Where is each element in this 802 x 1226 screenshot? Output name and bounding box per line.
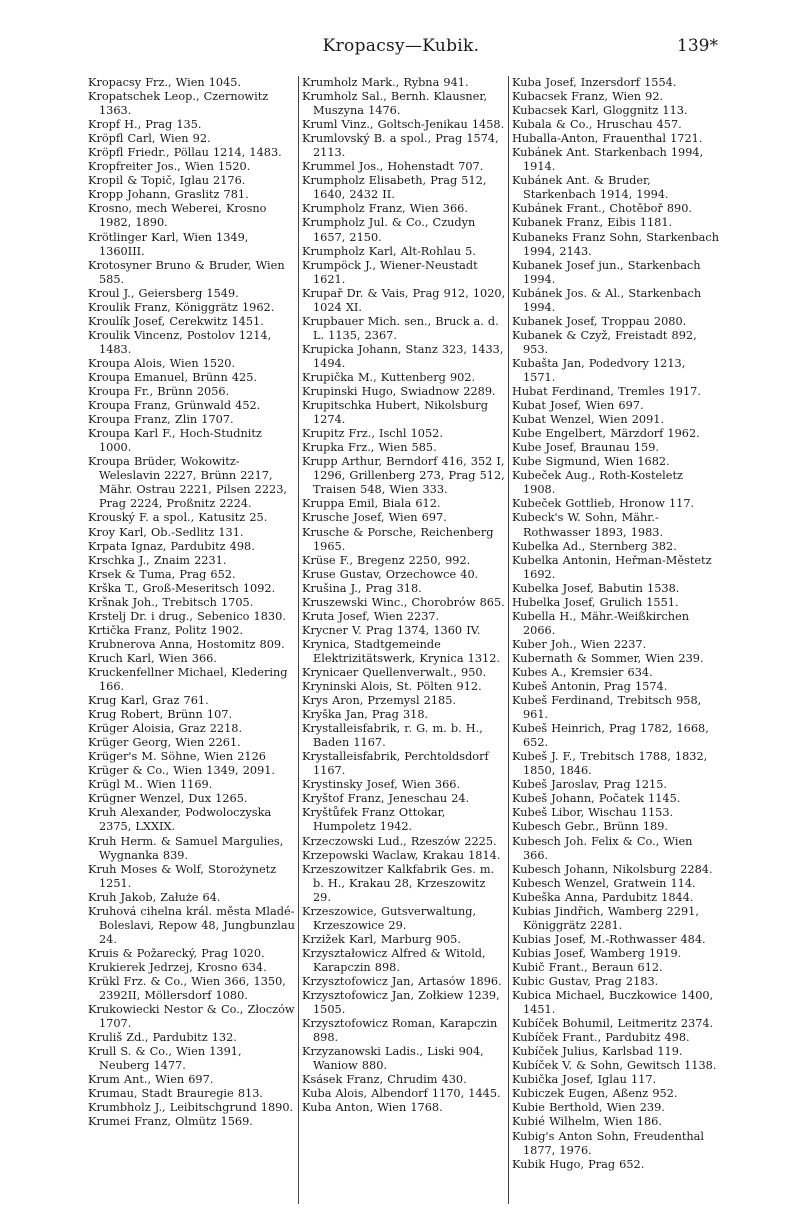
directory-entry: Kubeček Gottlieb, Hronow 117. (512, 497, 695, 511)
directory-entry: Kubeš Heinrich, Prag 1782, 1668, 652. (512, 722, 709, 750)
directory-entry: Kruta Josef, Wien 2237. (302, 609, 440, 623)
directory-entry: Kuba Anton, Wien 1768. (302, 1101, 443, 1115)
directory-entry: Hubelka Josef, Grulich 1551. (512, 595, 679, 609)
directory-entry: Kruse Gustav, Orzechowce 40. (302, 567, 479, 581)
directory-entry: Kroulik Franz, Königgrätz 1962. (88, 300, 275, 314)
directory-entry: Krpata Ignaz, Pardubitz 498. (88, 539, 255, 553)
directory-entry: Kruh Moses & Wolf, Storożynetz 1251. (88, 862, 277, 890)
directory-entry: Kryštof Franz, Jeneschau 24. (302, 792, 470, 806)
column-divider (508, 76, 509, 1204)
directory-entry: Kršnak Joh., Trebitsch 1705. (88, 595, 254, 609)
directory-entry: Ksásek Franz, Chrudim 430. (302, 1073, 467, 1087)
directory-entry: Huballa-Anton, Frauenthal 1721. (512, 132, 703, 146)
directory-entry: Kubic Gustav, Prag 2183. (512, 975, 659, 988)
directory-entry: Krzysztofowicz Jan, Artasów 1896. (302, 975, 502, 988)
directory-entry: Kuba Josef, Inzersdorf 1554. (512, 76, 677, 89)
directory-entry: Kubig's Anton Sohn, Freudenthal 1877, 1976. (512, 1129, 705, 1157)
directory-entry: Kube Sigmund, Wien 1682. (512, 455, 670, 469)
directory-entry: Kruppa Emil, Biala 612. (302, 497, 441, 511)
directory-entry: Krzeczowski Lud., Rzeszów 2225. (302, 834, 497, 848)
directory-entry: Krumpholz Elisabeth, Prag 512, 1640, 2432 II. (302, 174, 487, 202)
directory-entry: Kubella H., Mähr.-Weißkirchen 2066. (512, 609, 690, 637)
directory-entry: Kubernath & Sommer, Wien 239. (512, 651, 704, 665)
directory-entry: Kroupa Karl F., Hoch-Studnitz 1000. (88, 427, 262, 455)
directory-entry: Krupitz Frz., Ischl 1052. (302, 427, 443, 441)
directory-entry: Kropp Johann, Graslitz 781. (88, 188, 249, 202)
directory-entry: Krzeszowice, Gutsverwaltung, Krzeszowice 29. (302, 904, 477, 932)
directory-entry: Krotosyner Bruno & Bruder, Wien 585. (88, 258, 285, 286)
directory-entry: Kruckenfellner Michael, Kledering 166. (88, 665, 288, 694)
directory-entry: Kroupa Franz, Grünwald 452. (88, 399, 261, 413)
page-number: 139* (677, 36, 718, 56)
directory-entry: Kubanek Franz, Eibis 1181. (512, 216, 673, 230)
directory-entry: Kruml Vinz., Goltsch-Jenikau 1458. (302, 118, 505, 132)
directory-entry: Kryštůfek Franz Ottokar, Humpoletz 1942. (302, 806, 446, 834)
directory-entry: Krüse F., Bregenz 2250, 992. (302, 553, 471, 567)
directory-entry: Kubelka Antonin, Heřman-Městetz 1692. (512, 553, 712, 581)
directory-entry: Kubias Josef, M.-Rothwasser 484. (512, 932, 706, 946)
directory-entry: Krystinsky Josef, Wien 366. (302, 778, 461, 792)
directory-entry: Krtička Franz, Politz 1902. (88, 623, 243, 637)
directory-entry: Kroupa Brüder, Wokowitz-Weleslavin 2227, Brünn 2217, Mähr. Ostrau 2221, Pilsen 2223, Prag 2224, Proßnitz 2224. (88, 455, 287, 511)
directory-entry: Krušina J., Prag 318. (302, 581, 422, 595)
directory-entry: Kruch Karl, Wien 366. (88, 651, 217, 665)
directory-entry: Kubíček V. & Sohn, Gewitsch 1138. (512, 1059, 717, 1073)
directory-entry: Krynica, Stadtgemeinde Elektrizitätswerk, Krynica 1312. (302, 637, 501, 665)
directory-entry: Kropacsy Frz., Wien 1045. (88, 76, 242, 89)
directory-entry: Kubanek & Czyž, Freistadt 892, 953. (512, 328, 697, 356)
directory-entry: Kruliš Zd., Pardubitz 132. (88, 1031, 237, 1045)
directory-entry: Kubánek Jos. & Al., Starkenbach 1994. (512, 286, 702, 314)
directory-entry: Kruis & Požarecký, Prag 1020. (88, 946, 265, 960)
directory-entry: Kubašta Jan, Podedvory 1213, 1571. (512, 356, 686, 384)
directory-entry: Kubanek Josef jun., Starkenbach 1994. (512, 258, 701, 286)
directory-entry: Kubelka Josef, Babutin 1538. (512, 581, 680, 595)
directory-entry: Krzeszowitzer Kalkfabrik Ges. m. b. H., Krakau 28, Krzeszowitz 29. (302, 862, 495, 904)
directory-entry: Kroulik Vincenz, Postolov 1214, 1483. (88, 328, 272, 356)
directory-entry: Krupicka Johann, Stanz 323, 1433, 1494. (302, 342, 504, 370)
directory-entry: Kuber Joh., Wien 2237. (512, 637, 647, 651)
directory-entry: Krzižek Karl, Marburg 905. (302, 932, 461, 946)
directory-entry: Kruh Alexander, Podwoloczyska 2375, LXXIX. (88, 806, 272, 834)
directory-entry: Kubíček Julius, Karlsbad 119. (512, 1045, 683, 1059)
directory-entry: Kryška Jan, Prag 318. (302, 708, 429, 722)
directory-entry: Kubeček Aug., Roth-Kosteletz 1908. (512, 469, 683, 497)
directory-entry: Krusche & Porsche, Reichenberg 1965. (302, 525, 494, 553)
directory-entry: Kröpfl Friedr., Pöllau 1214, 1483. (88, 146, 282, 160)
directory-entry: Kubica Michael, Buczkowice 1400, 1451. (512, 989, 714, 1017)
directory-entry: Kroul J., Geiersberg 1549. (88, 286, 239, 300)
directory-entry: Kryninski Alois, St. Pölten 912. (302, 680, 482, 694)
directory-entry: Kropfreiter Jos., Wien 1520. (88, 160, 251, 174)
directory-entry: Krumholz Mark., Rybna 941. (302, 76, 469, 89)
directory-entry: Krüger's M. Söhne, Wien 2126 (88, 750, 266, 764)
page-header (0, 36, 802, 58)
directory-entry: Kubesch Gebr., Brünn 189. (512, 820, 669, 834)
directory-entry: Kube Engelbert, Märzdorf 1962. (512, 427, 700, 441)
directory-entry: Kubié Wilhelm, Wien 186. (512, 1115, 662, 1129)
directory-entry: Kubeš J. F., Trebitsch 1788, 1832, 1850, 1846. (512, 750, 708, 778)
directory-entry: Krzyzanowski Ladis., Liski 904, Waniow 880. (302, 1045, 484, 1073)
directory-entry: Kubeš Ferdinand, Trebitsch 958, 961. (512, 694, 702, 722)
directory-entry: Kubias Jindřich, Wamberg 2291, Königgrätz 2281. (512, 904, 699, 932)
directory-entry: Krötlinger Karl, Wien 1349, 1360III. (88, 230, 249, 258)
directory-entry: Krügner Wenzel, Dux 1265. (88, 792, 248, 806)
directory-entry: Kubeck's W. Sohn, Mähr.-Rothwasser 1893, 1983. (512, 511, 664, 539)
directory-entry: Kubeška Anna, Pardubitz 1844. (512, 890, 694, 904)
directory-entry: Krzyształowicz Alfred & Witold, Karapczin 898. (302, 946, 486, 974)
directory-entry: Kubat Wenzel, Wien 2091. (512, 413, 665, 427)
directory-entry: Krummel Jos., Hohenstadt 707. (302, 160, 484, 174)
directory-entry: Kubaneks Franz Sohn, Starkenbach 1994, 2143. (512, 230, 719, 258)
directory-entry: Kubie Berthold, Wien 239. (512, 1101, 665, 1115)
directory-entry: Krschka J., Znaim 2231. (88, 553, 227, 567)
directory-entry: Kube Josef, Braunau 159. (512, 441, 659, 455)
directory-entry: Hubat Ferdinand, Tremles 1917. (512, 385, 701, 399)
directory-entry: Kubes A., Kremsier 634. (512, 665, 653, 679)
directory-entry: Kropil & Topič, Iglau 2176. (88, 174, 246, 188)
directory-entry: Krupp Arthur, Berndorf 416, 352 I, 1296, Grillenberg 273, Prag 512, Traisen 548, Wien 333. (302, 455, 505, 497)
directory-entry: Krumpöck J., Wiener-Neustadt 1621. (302, 258, 478, 286)
directory-entry: Krükl Frz. & Co., Wien 366, 1350, 2392II, Möllersdorf 1080. (88, 975, 286, 1003)
directory-entry: Kropatschek Leop., Czernowitz 1363. (88, 90, 269, 118)
directory-entry: Krumbholz J., Leibitschgrund 1890. (88, 1101, 294, 1115)
directory-entry: Krupka Frz., Wien 585. (302, 441, 437, 455)
directory-entry: Krycner V. Prag 1374, 1360 IV. (302, 623, 481, 637)
directory-entry: Krzepowski Waclaw, Krakau 1814. (302, 848, 501, 862)
directory-entry: Krystalleisfabrik, r. G. m. b. H., Baden 1167. (302, 722, 483, 750)
directory-entry: Kubička Josef, Iglau 117. (512, 1073, 657, 1087)
directory-entry: Krsek & Tuma, Prag 652. (88, 567, 236, 581)
directory-entry: Krumpholz Jul. & Co., Czudyn 1657, 2150. (302, 216, 476, 244)
directory-entry: Kroy Karl, Ob.-Sedlitz 131. (88, 525, 244, 539)
directory-entry: Kubeš Jaroslav, Prag 1215. (512, 778, 668, 792)
directory-entry: Kubanek Josef, Troppau 2080. (512, 314, 687, 328)
directory-entry: Krumpholz Franz, Wien 366. (302, 202, 468, 216)
directory-entry: Krstelj Dr. i drug., Sebenico 1830. (88, 609, 286, 623)
directory-entry: Krupbauer Mich. sen., Bruck a. d. L. 1135, 2367. (302, 314, 499, 342)
directory-entry: Kubesch Joh. Felix & Co., Wien 366. (512, 834, 693, 862)
directory-entry: Kubánek Frant., Chotěboř 890. (512, 202, 693, 216)
directory-entry: Kubelka Ad., Sternberg 382. (512, 539, 677, 553)
directory-entry: Kroupa Alois, Wien 1520. (88, 356, 236, 370)
directory-entry: Kubíček Bohumil, Leitmeritz 2374. (512, 1017, 714, 1031)
directory-entry: Kubias Josef, Wamberg 1919. (512, 946, 682, 960)
running-title: Kropacsy—Kubik. (322, 36, 480, 56)
directory-entry: Krupinski Hugo, Swiadnow 2289. (302, 385, 496, 399)
directory-entry: Kroupa Franz, Zlin 1707. (88, 413, 234, 427)
directory-entry: Kubíček Frant., Pardubitz 498. (512, 1031, 690, 1045)
directory-entry: Krukowiecki Nestor & Co., Złoczów 1707. (88, 1003, 295, 1031)
directory-entry: Kubesch Johann, Nikolsburg 2284. (512, 862, 713, 876)
directory-entry: Krukierek Jedrzej, Krosno 634. (88, 960, 267, 974)
directory-entry: Krumei Franz, Olmütz 1569. (88, 1115, 253, 1129)
directory-entry: Kropf H., Prag 135. (88, 118, 202, 132)
directory-entry: Krum Ant., Wien 697. (88, 1073, 214, 1087)
column-divider (298, 76, 299, 1204)
directory-entry: Kubeš Libor, Wischau 1153. (512, 806, 674, 820)
directory-entry: Krüger Georg, Wien 2261. (88, 736, 241, 750)
directory-entry: Kubánek Ant. & Bruder, Starkenbach 1914, 1994. (512, 174, 669, 202)
directory-entry: Kruszewski Winc., Chorobrów 865. (302, 595, 505, 609)
directory-entry: Kubacsek Franz, Wien 92. (512, 90, 664, 104)
directory-entry: Krška T., Groß-Meseritsch 1092. (88, 581, 276, 595)
directory-entry: Krouský F. a spol., Katusitz 25. (88, 511, 268, 525)
column-middle (302, 76, 506, 1115)
directory-entry: Krüger & Co., Wien 1349, 2091. (88, 764, 276, 778)
directory-entry: Kruh Herm. & Samuel Margulies, Wygnanka 839. (88, 834, 284, 862)
directory-entry: Krupička M., Kuttenberg 902. (302, 370, 476, 384)
directory-entry: Kubeš Antonin, Prag 1574. (512, 680, 668, 694)
directory-entry: Kubiczek Eugen, Aßenz 952. (512, 1087, 678, 1101)
directory-entry: Krull S. & Co., Wien 1391, Neuberg 1477. (88, 1045, 242, 1073)
directory-entry: Krubnerova Anna, Hostomitz 809. (88, 637, 285, 651)
directory-entry: Krosno, mech Weberei, Krosno 1982, 1890. (88, 202, 267, 230)
directory-entry: Kubik Hugo, Prag 652. (512, 1157, 645, 1171)
directory-entry: Krusche Josef, Wien 697. (302, 511, 447, 525)
directory-entry: Krüger Aloisia, Graz 2218. (88, 722, 243, 736)
directory-entry: Krumpholz Karl, Alt-Rohlau 5. (302, 244, 476, 258)
directory-entry: Kruhová cihelna král. města Mladé-Boleslavi, Repow 48, Jungbunzlau 24. (88, 904, 295, 946)
directory-entry: Kuba Alois, Albendorf 1170, 1445. (302, 1087, 501, 1101)
directory-entry: Kroulík Josef, Cerekwitz 1451. (88, 314, 264, 328)
directory-entry: Kroupa Emanuel, Brünn 425. (88, 370, 257, 384)
directory-entry: Kruh Jakob, Załuże 64. (88, 890, 221, 904)
directory-entry: Krupař Dr. & Vais, Prag 912, 1020, 1024 XI. (302, 286, 506, 314)
directory-entry: Krumau, Stadt Brauregie 813. (88, 1087, 263, 1101)
directory-entry: Kubat Josef, Wien 697. (512, 399, 644, 413)
directory-entry: Krys Aron, Przemysl 2185. (302, 694, 457, 708)
directory-entry: Krug Karl, Graz 761. (88, 694, 209, 708)
directory-entry: Krumholz Sal., Bernh. Klausner, Muszyna 1476. (302, 90, 488, 118)
directory-entry: Krupitschka Hubert, Nikolsburg 1274. (302, 399, 488, 427)
directory-entry: Kubič Frant., Beraun 612. (512, 960, 663, 974)
directory-entry: Krynicaer Quellenverwalt., 950. (302, 665, 487, 679)
directory-entry: Kubesch Wenzel, Gratwein 114. (512, 876, 696, 890)
directory-entry: Krügl M.. Wien 1169. (88, 778, 213, 792)
directory-entry: Krzysztofowicz Jan, Zołkiew 1239, 1505. (302, 989, 500, 1017)
column-right (512, 76, 719, 1172)
directory-entry: Krystalleisfabrik, Perchtoldsdorf 1167. (302, 750, 489, 778)
directory-entry: Kroupa Fr., Brünn 2056. (88, 385, 230, 399)
directory-entry: Kubacsek Karl, Gloggnitz 113. (512, 104, 688, 118)
directory-entry: Krumlovský B. a spol., Prag 1574, 2113. (302, 132, 499, 160)
directory-entry: Krzysztofowicz Roman, Karapczin 898. (302, 1017, 498, 1045)
column-left (88, 76, 295, 1130)
directory-entry: Kubala & Co., Hruschau 457. (512, 118, 682, 132)
directory-entry: Kubánek Ant. Starkenbach 1994, 1914. (512, 146, 704, 174)
directory-entry: Kubeš Johann, Počatek 1145. (512, 792, 681, 806)
directory-entry: Krug Robert, Brünn 107. (88, 708, 233, 722)
directory-entry: Kröpfl Carl, Wien 92. (88, 132, 211, 146)
